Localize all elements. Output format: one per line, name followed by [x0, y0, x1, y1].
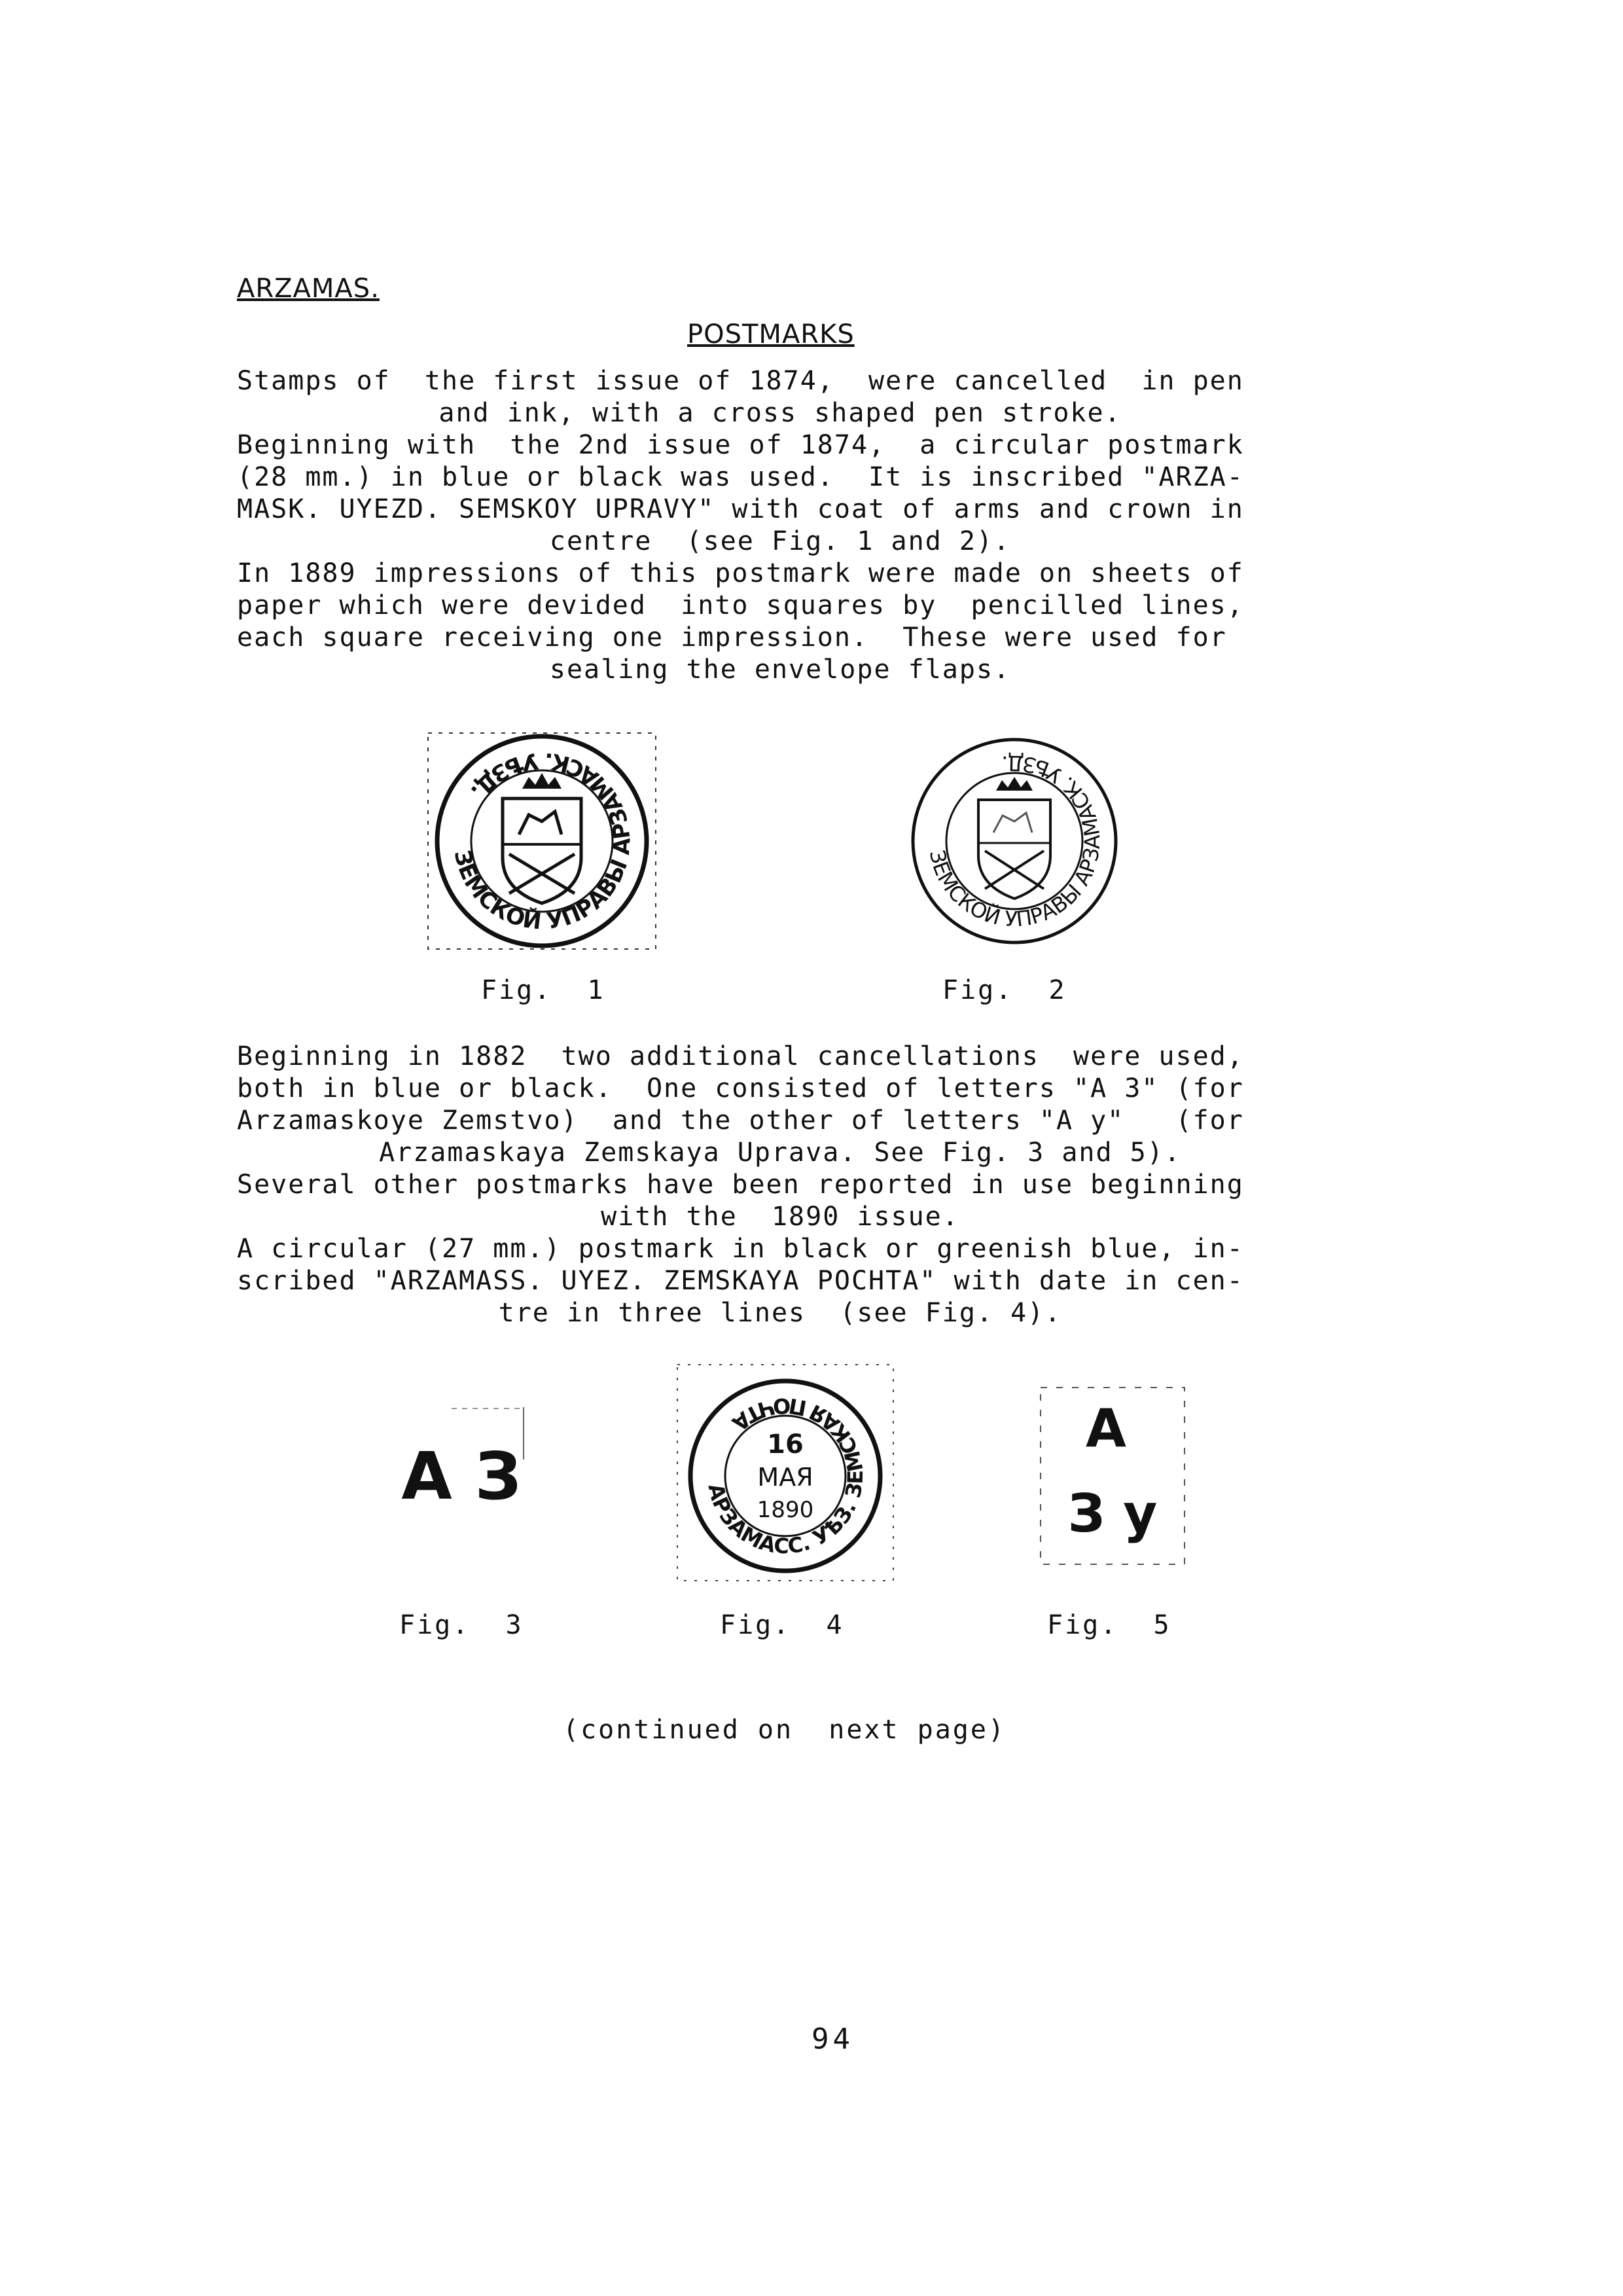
figure-3-caption: Fig. 3 — [399, 1610, 524, 1640]
paragraph-6-line-1: A circular (27 mm.) postmark in black or greenish blue, in- — [237, 1234, 1244, 1264]
postmark-ring-text-4: АРЗАМАСС. УѢЗ. ЗЕМСКАЯ ПОЧТА — [703, 1393, 868, 1559]
figure-2-caption: Fig. 2 — [942, 975, 1067, 1005]
paragraph-2-line-4: centre (see Fig. 1 and 2). — [549, 526, 1011, 556]
paragraph-2-line-1: Beginning with the 2nd issue of 1874, a circular postmark — [237, 430, 1244, 460]
paragraph-6-line-3: tre in three lines (see Fig. 4). — [498, 1298, 1062, 1328]
paragraph-4-line-3: Arzamaskoye Zemstvo) and the other of letters "A y" (for — [237, 1105, 1244, 1136]
figure-1-postmark — [424, 720, 660, 956]
cancellation-letters-a3 — [386, 1401, 537, 1571]
paragraph-1-line-1: Stamps of the first issue of 1874, were cancelled in pen — [237, 366, 1244, 396]
paragraph-1-line-2: and ink, with a cross shaped pen stroke. — [438, 398, 1122, 428]
page-number: 94 — [812, 2022, 854, 2056]
continued-note: (continued on next page) — [563, 1715, 1007, 1745]
paragraph-3-line-1: In 1889 impressions of this postmark were made on sheets of — [237, 558, 1244, 588]
postmark-ring-text-1: ЗЕМСКОЙ УПРАВЫ АРЗАМАСК. УѢЗД. — [448, 747, 636, 935]
paragraph-3-line-3: each square receiving one impression. These were used for — [237, 622, 1227, 653]
postmark-circle-4 — [674, 1361, 897, 1584]
paragraph-3-line-2: paper which were devided into squares by pencilled lines, — [237, 590, 1244, 620]
cancellation-letters-ay — [1027, 1381, 1198, 1571]
figure-5-cancellation — [1027, 1381, 1198, 1571]
figure-4-postmark — [674, 1361, 897, 1584]
cancellation-text-a3: А З — [401, 1438, 522, 1515]
paragraph-5-line-1: Several other postmarks have been reported in use beginning — [237, 1170, 1244, 1200]
figure-2-postmark — [897, 720, 1132, 956]
postmark-circle-1 — [424, 720, 660, 956]
paragraph-4-line-1: Beginning in 1882 two additional cancellations were used, — [237, 1041, 1244, 1071]
postmark-date-month: МАЯ — [757, 1463, 813, 1492]
figure-5-caption: Fig. 5 — [1047, 1610, 1171, 1640]
figure-4-caption: Fig. 4 — [720, 1610, 844, 1640]
postmark-date-year: 1890 — [757, 1497, 814, 1523]
section-heading: POSTMARKS — [687, 319, 855, 350]
cancellation-text-top: А — [1086, 1398, 1126, 1459]
paragraph-2-line-2: (28 mm.) in blue or black was used. It is inscribed "ARZA- — [237, 462, 1244, 492]
page-heading: ARZAMAS. — [237, 274, 380, 304]
paragraph-4-line-2: both in blue or black. One consisted of letters "A 3" (for — [237, 1073, 1244, 1103]
paragraph-4-line-4: Arzamaskaya Zemskaya Uprava. See Fig. 3 and 5). — [379, 1138, 1181, 1168]
postmark-ring-text-2: ЗЕМСКОЙ УПРАВЫ АРЗАМАСК. УѢЗД. — [924, 750, 1105, 932]
paragraph-2-line-3: MASK. UYEZD. SEMSKOY UPRAVY" with coat of arms and crown in — [237, 494, 1244, 524]
figure-3-cancellation — [386, 1401, 537, 1571]
postmark-circle-2 — [897, 720, 1132, 956]
figure-1-caption: Fig. 1 — [481, 975, 605, 1005]
paragraph-5-line-2: with the 1890 issue. — [601, 1202, 959, 1232]
cancellation-text-bottom: З у — [1067, 1483, 1158, 1544]
postmark-date-day: 16 — [767, 1429, 804, 1460]
paragraph-3-line-4: sealing the envelope flaps. — [549, 655, 1011, 685]
paragraph-6-line-2: scribed "ARZAMASS. UYEZ. ZEMSKAYA POCHTA" with date in cen- — [237, 1266, 1244, 1296]
